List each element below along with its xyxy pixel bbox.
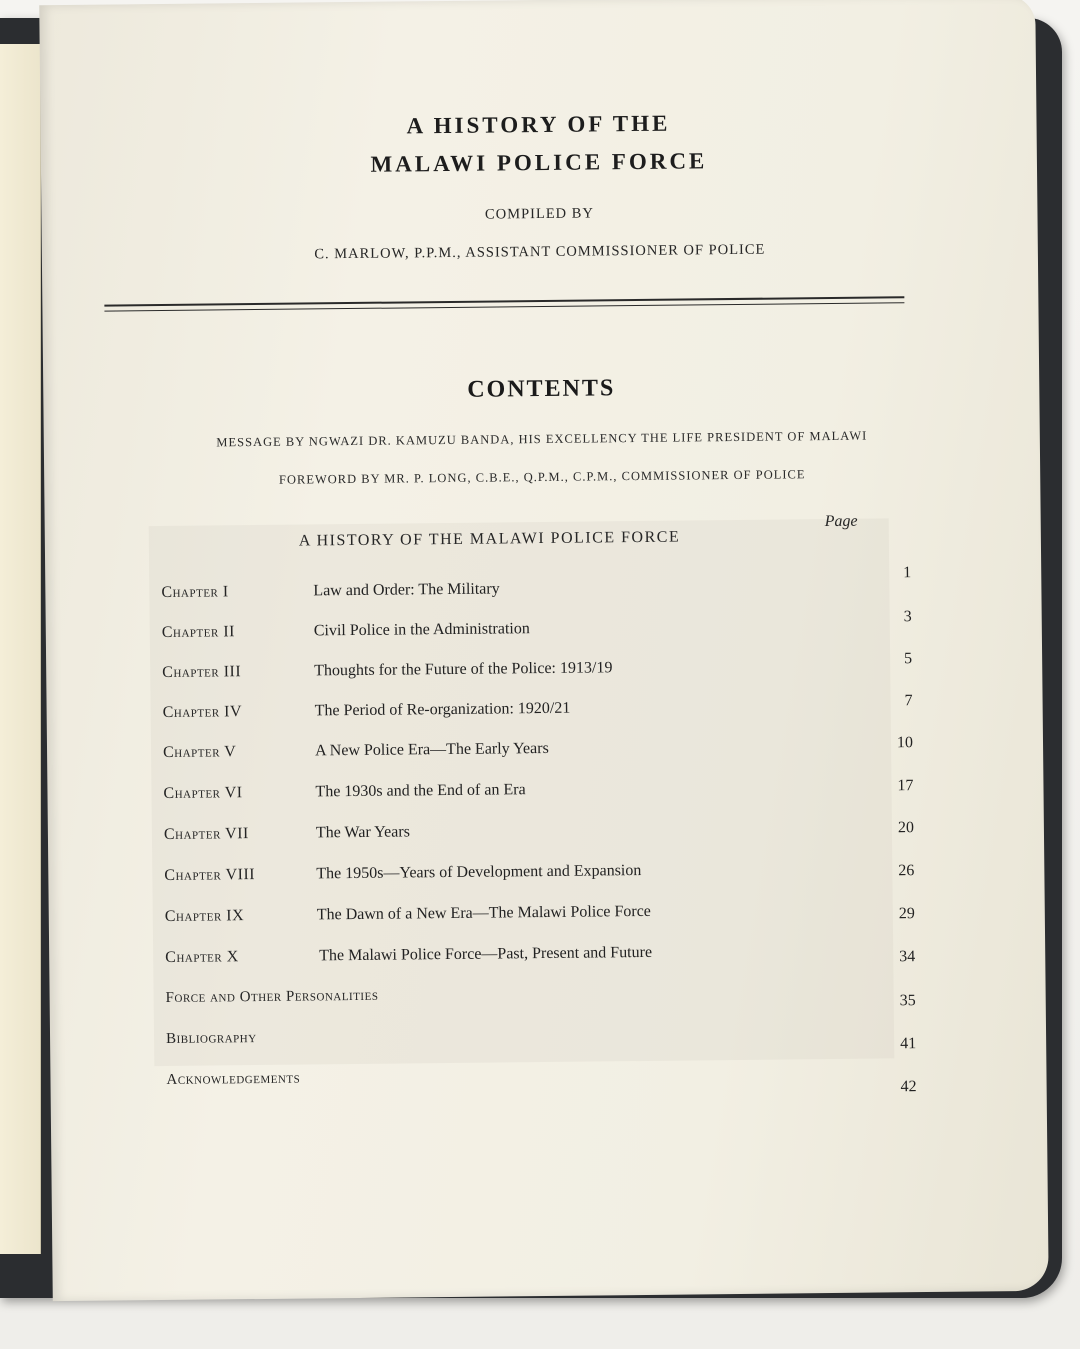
chapter-title: The 1930s and the End of an Era xyxy=(315,781,526,801)
left-page-edge xyxy=(0,44,41,1254)
chapter-number: Chapter IV xyxy=(162,703,243,721)
contents-heading: CONTENTS xyxy=(467,375,616,403)
foreword-line: FOREWORD BY MR. P. LONG, C.B.E., Q.P.M., C.P.M., COMMISSIONER OF POLICE xyxy=(278,467,806,487)
compiler-name: C. MARLOW, P.P.M., ASSISTANT COMMISSIONER OF POLICE xyxy=(314,241,766,263)
book-title-line2: MALAWI POLICE FORCE xyxy=(370,148,708,177)
chapter-page: 7 xyxy=(904,692,913,710)
chapter-title: A New Police Era—The Early Years xyxy=(314,739,549,760)
chapter-number: Chapter VI xyxy=(163,784,243,802)
page-content xyxy=(39,0,1049,1301)
chapter-title: The Dawn of a New Era—The Malawi Police Force xyxy=(316,902,651,924)
chapter-title: Civil Police in the Administration xyxy=(313,620,530,640)
chapter-number: Chapter X xyxy=(165,948,239,966)
book-title-line1: A HISTORY OF THE xyxy=(406,110,671,139)
extra-page: 41 xyxy=(900,1035,917,1053)
extra-label: Force and Other Personalities xyxy=(165,987,379,1006)
book-page xyxy=(39,0,1049,1301)
chapter-page: 17 xyxy=(897,777,914,795)
chapter-title: Law and Order: The Military xyxy=(313,580,500,600)
extra-label: Acknowledgements xyxy=(166,1070,301,1088)
chapter-page: 26 xyxy=(898,862,915,880)
chapter-title: The Period of Re-organization: 1920/21 xyxy=(314,699,571,720)
chapter-number: Chapter I xyxy=(161,583,229,602)
extra-label: Bibliography xyxy=(165,1030,257,1047)
message-line: MESSAGE BY NGWAZI DR. KAMUZU BANDA, HIS EXCELLENCY THE LIFE PRESIDENT OF MALAWI xyxy=(216,428,868,450)
compiled-by-label: COMPILED BY xyxy=(484,205,594,223)
chapter-page: 29 xyxy=(898,905,915,923)
chapter-title: Thoughts for the Future of the Police: 1913/19 xyxy=(314,659,613,680)
toc-section-heading: A HISTORY OF THE MALAWI POLICE FORCE xyxy=(298,528,681,550)
chapter-number: Chapter III xyxy=(162,663,242,681)
chapter-number: Chapter IX xyxy=(164,907,245,925)
chapter-page: 34 xyxy=(899,948,916,966)
extra-page: 35 xyxy=(899,992,916,1010)
chapter-number: Chapter VIII xyxy=(164,866,256,884)
chapter-number: Chapter II xyxy=(161,623,236,642)
extra-page: 42 xyxy=(900,1078,917,1096)
toc-row-extra xyxy=(50,1063,1046,1097)
chapter-page: 20 xyxy=(897,819,914,837)
chapter-title: The Malawi Police Force—Past, Present and Future xyxy=(319,943,653,965)
chapter-page: 1 xyxy=(903,564,912,582)
page-column-heading: Page xyxy=(824,512,858,531)
chapter-number: Chapter VII xyxy=(163,825,249,843)
chapter-title: The 1950s—Years of Development and Expansion xyxy=(316,861,642,883)
chapter-number: Chapter V xyxy=(162,743,237,761)
chapter-page: 5 xyxy=(904,650,913,668)
chapter-page: 10 xyxy=(896,734,914,752)
chapter-title: The War Years xyxy=(315,823,410,842)
double-rule xyxy=(104,296,904,311)
chapter-page: 3 xyxy=(903,608,912,626)
